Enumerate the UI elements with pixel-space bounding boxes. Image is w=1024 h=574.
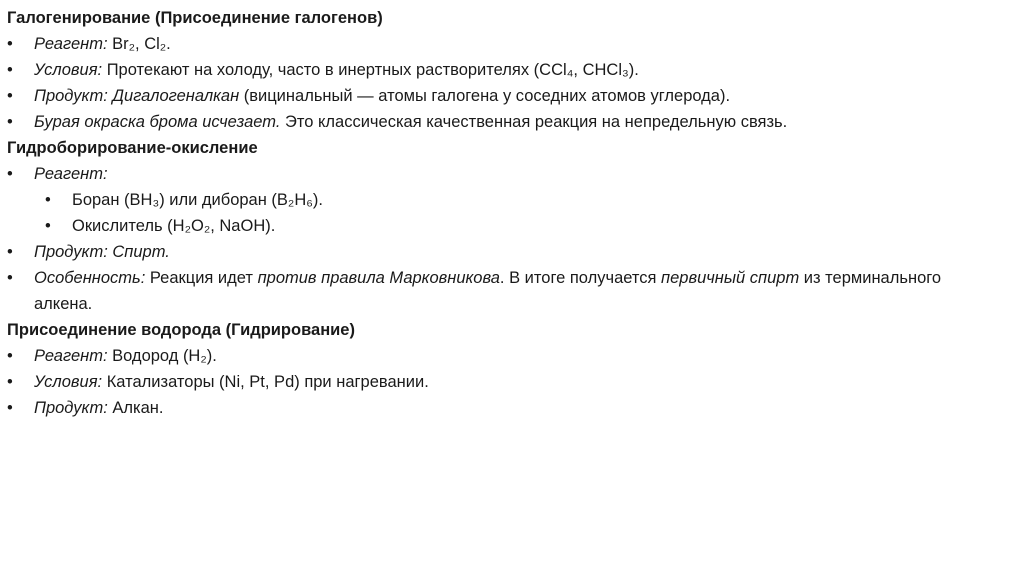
list-item-product [7, 83, 1007, 109]
item-label: Условия: [34, 61, 103, 79]
list-item-reagent [7, 161, 1007, 187]
list-item-conditions [7, 57, 1007, 83]
item-text: (вицинальный — атомы галогена у соседних атомов углерода). [239, 87, 731, 105]
item-label: Особенность: [34, 269, 146, 287]
bullet-icon: • [7, 399, 13, 417]
item-label: Продукт: [34, 87, 108, 105]
item-text: . В итоге получается [499, 269, 662, 287]
slide-content [7, 5, 1007, 421]
bullet-icon: • [7, 347, 13, 365]
sub-list-item-borane [7, 187, 1007, 213]
item-label: Продукт: [34, 399, 108, 417]
bullet-icon: • [45, 217, 51, 235]
item-text: Окислитель (H₂O₂, NaOH). [72, 217, 276, 235]
item-text: Боран (BH₃) или диборан (B₂H₆). [72, 191, 323, 209]
list-item-product [7, 395, 1007, 421]
list-item-reagent [7, 31, 1007, 57]
bullet-icon: • [7, 269, 13, 287]
bullet-icon: • [7, 113, 13, 131]
item-text: Br₂, Cl₂. [107, 35, 171, 53]
bullet-icon: • [7, 373, 13, 391]
section-heading-hydrogenation: Присоединение водорода (Гидрирование) [7, 321, 355, 339]
bullet-icon: • [7, 243, 13, 261]
item-text: Катализаторы (Ni, Pt, Pd) при нагревании. [102, 373, 429, 391]
item-emphasis: первичный спирт [661, 269, 800, 287]
sub-list-item-oxidant [7, 213, 1007, 239]
item-emphasis: против правила Марковникова [257, 269, 500, 287]
item-label: Реагент: [34, 165, 108, 183]
bullet-icon: • [7, 87, 13, 105]
item-text: из терминального алкена. [34, 269, 942, 313]
section-heading-halogenation: Галогенирование (Присоединение галогенов) [7, 9, 383, 27]
item-label: Реагент: [34, 35, 108, 53]
item-label: Бурая окраска брома исчезает. [34, 113, 281, 131]
item-text: Водород (H₂). [107, 347, 217, 365]
list-item-bromine-test [7, 109, 1007, 135]
list-item-feature [7, 265, 984, 317]
list-item-product [7, 239, 1007, 265]
item-label: Условия: [34, 373, 103, 391]
item-text: Протекают на холоду, часто в инертных растворителях (CCl₄, CHCl₃). [102, 61, 639, 79]
bullet-icon: • [7, 35, 13, 53]
bullet-icon: • [7, 165, 13, 183]
item-text: Это классическая качественная реакция на непредельную связь. [280, 113, 788, 131]
item-text: Алкан. [107, 399, 164, 417]
section-heading-hydroboration: Гидроборирование-окисление [7, 139, 258, 157]
item-emphasis: Дигалогеналкан [107, 87, 240, 105]
item-label: Реагент: [34, 347, 108, 365]
item-text: Реакция идет [145, 269, 258, 287]
list-item-reagent [7, 343, 1007, 369]
item-label: Продукт: Спирт. [34, 243, 170, 261]
list-item-conditions [7, 369, 1007, 395]
bullet-icon: • [7, 61, 13, 79]
bullet-icon: • [45, 191, 51, 209]
